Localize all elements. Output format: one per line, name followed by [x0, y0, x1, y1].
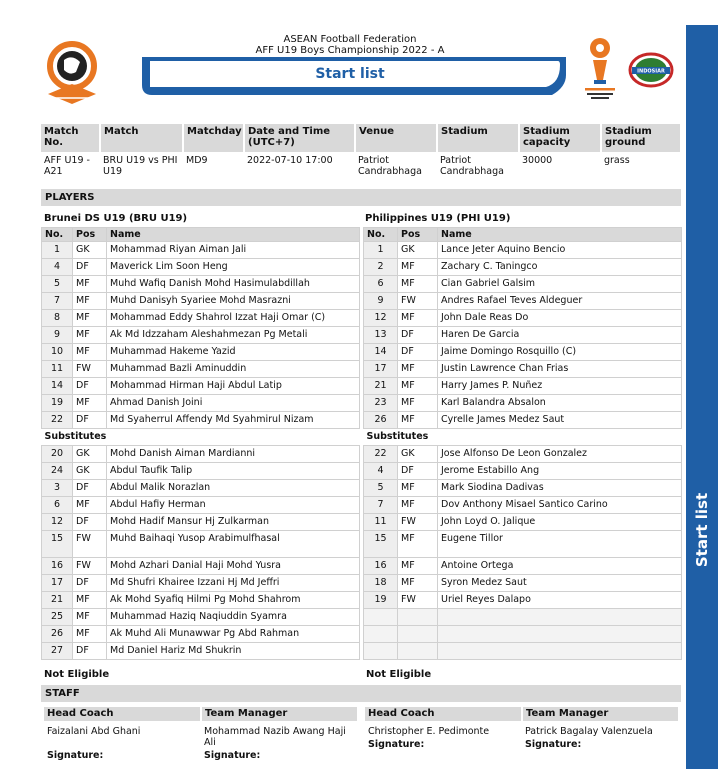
- player-position: MF: [73, 395, 107, 412]
- player-name: John Loyd O. Jalique: [438, 514, 682, 531]
- player-position: DF: [73, 259, 107, 276]
- substitute-row: [364, 531, 682, 558]
- players-section-header: PLAYERS: [41, 189, 681, 206]
- player-number: 6: [364, 276, 398, 293]
- col-match: Match: [100, 124, 183, 152]
- player-position: MF: [73, 310, 107, 327]
- staff-section-header: STAFF: [41, 685, 681, 702]
- player-number: 9: [364, 293, 398, 310]
- substitute-row: [364, 463, 682, 480]
- substitute-row: [42, 514, 360, 531]
- page-title: Start list: [315, 66, 385, 82]
- away-coach-signature: Signature:: [368, 739, 425, 750]
- player-name: Jerome Estabillo Ang: [438, 463, 682, 480]
- player-position: GK: [398, 446, 438, 463]
- player-number: 9: [42, 327, 73, 344]
- player-position: GK: [73, 463, 107, 480]
- player-row: [364, 344, 682, 361]
- player-name: Mohd Azhari Danial Haji Mohd Yusra: [107, 558, 360, 575]
- home-staff-table: [44, 707, 359, 763]
- player-position: FW: [73, 361, 107, 378]
- player-name: Mark Siodina Dadivas: [438, 480, 682, 497]
- player-number: 25: [42, 609, 73, 626]
- substitute-row: [42, 575, 360, 592]
- player-table-header: [364, 228, 682, 242]
- player-number: 14: [364, 344, 398, 361]
- player-number: 2: [364, 259, 398, 276]
- player-name: Md Syaherrul Affendy Md Syahmirul Nizam: [107, 412, 360, 429]
- substitute-row: [42, 609, 360, 626]
- player-name: Uriel Reyes Dalapo: [438, 592, 682, 609]
- substitute-row: [364, 446, 682, 463]
- player-number: 3: [42, 480, 73, 497]
- player-row: [42, 276, 360, 293]
- player-name: Cian Gabriel Galsim: [438, 276, 682, 293]
- player-position: MF: [398, 395, 438, 412]
- player-name: Abdul Hafiy Herman: [107, 497, 360, 514]
- substitute-row: [42, 446, 360, 463]
- player-name: Jaime Domingo Rosquillo (C): [438, 344, 682, 361]
- player-position: FW: [398, 514, 438, 531]
- player-table-header: [42, 228, 360, 242]
- player-row: [364, 259, 682, 276]
- player-row: [364, 242, 682, 259]
- away-head-coach-label: Head Coach: [365, 707, 522, 721]
- indosiar-logo: [628, 52, 674, 88]
- col-venue: Venue: [355, 124, 437, 152]
- player-name: Karl Balandra Absalon: [438, 395, 682, 412]
- svg-text:INDOSIAR: INDOSIAR: [637, 68, 665, 75]
- aff-u19-championship-logo: [583, 36, 617, 102]
- away-staff-table: [365, 707, 680, 752]
- home-head-coach-label: Head Coach: [44, 707, 201, 721]
- player-name: Muhammad Hakeme Yazid: [107, 344, 360, 361]
- player-name: Abdul Malik Norazlan: [107, 480, 360, 497]
- player-position: MF: [73, 344, 107, 361]
- match-no: AFF U19 - A21: [44, 155, 90, 177]
- away-team-name: Philippines U19 (PHI U19): [365, 213, 511, 224]
- player-number: 17: [42, 575, 73, 592]
- substitutes-label-row: [364, 429, 682, 446]
- substitute-row: [364, 480, 682, 497]
- away-not-eligible: Not Eligible: [366, 669, 432, 680]
- player-position: FW: [398, 592, 438, 609]
- player-name: Justin Lawrence Chan Frias: [438, 361, 682, 378]
- player-name: Muhd Wafiq Danish Mohd Hasimulabdillah: [107, 276, 360, 293]
- player-row: [364, 412, 682, 429]
- player-position: MF: [398, 497, 438, 514]
- player-position: [398, 609, 438, 626]
- substitute-row: [364, 626, 682, 643]
- player-number: 22: [42, 412, 73, 429]
- date-time: 2022-07-10 17:00: [247, 155, 333, 166]
- col-stadium-capacity: Stadium capacity: [519, 124, 601, 152]
- home-head-coach: Faizalani Abd Ghani: [47, 726, 141, 737]
- player-position: MF: [398, 531, 438, 558]
- player-number: 21: [42, 592, 73, 609]
- player-number: 13: [364, 327, 398, 344]
- player-name: Muhd Danisyh Syariee Mohd Masrazni: [107, 293, 360, 310]
- home-manager: Mohammad Nazib Awang Haji Ali: [204, 726, 346, 748]
- player-number: 26: [364, 412, 398, 429]
- col-pos: Pos: [73, 228, 107, 242]
- home-team-name: Brunei DS U19 (BRU U19): [44, 213, 188, 224]
- player-number: 1: [42, 242, 73, 259]
- player-row: [364, 378, 682, 395]
- player-position: DF: [73, 514, 107, 531]
- player-number: [364, 609, 398, 626]
- player-number: 10: [42, 344, 73, 361]
- player-position: DF: [398, 344, 438, 361]
- player-position: DF: [73, 412, 107, 429]
- player-position: DF: [73, 643, 107, 660]
- player-number: 4: [42, 259, 73, 276]
- player-name: Haren De Garcia: [438, 327, 682, 344]
- away-manager-label: Team Manager: [522, 707, 679, 721]
- player-number: 23: [364, 395, 398, 412]
- player-row: [364, 276, 682, 293]
- home-manager-label: Team Manager: [201, 707, 358, 721]
- player-position: FW: [73, 558, 107, 575]
- substitute-row: [364, 592, 682, 609]
- col-matchday: Matchday: [183, 124, 244, 152]
- player-position: MF: [398, 412, 438, 429]
- player-name: Maverick Lim Soon Heng: [107, 259, 360, 276]
- player-name: Dov Anthony Misael Santico Carino: [438, 497, 682, 514]
- player-position: FW: [398, 293, 438, 310]
- col-stadium: Stadium: [437, 124, 519, 152]
- player-row: [42, 344, 360, 361]
- player-row: [364, 310, 682, 327]
- away-manager-signature: Signature:: [525, 739, 582, 750]
- substitute-row: [364, 514, 682, 531]
- side-banner: [686, 25, 718, 769]
- player-name: Mohd Danish Aiman Mardianni: [107, 446, 360, 463]
- stadium-ground: grass: [604, 155, 630, 166]
- player-number: 20: [42, 446, 73, 463]
- player-position: MF: [73, 592, 107, 609]
- player-position: GK: [73, 242, 107, 259]
- player-number: 24: [42, 463, 73, 480]
- player-position: [398, 643, 438, 660]
- player-name: Abdul Taufik Talip: [107, 463, 360, 480]
- player-number: [364, 626, 398, 643]
- player-name: John Dale Reas Do: [438, 310, 682, 327]
- substitute-row: [42, 643, 360, 660]
- player-number: 15: [42, 531, 73, 558]
- player-position: MF: [73, 327, 107, 344]
- match-value-row: [41, 152, 681, 182]
- player-position: MF: [73, 497, 107, 514]
- player-position: MF: [73, 626, 107, 643]
- player-name: Mohammad Eddy Shahrol Izzat Haji Omar (C): [107, 310, 360, 327]
- player-name: Ak Muhd Ali Munawwar Pg Abd Rahman: [107, 626, 360, 643]
- away-manager: Patrick Bagalay Valenzuela: [525, 726, 653, 737]
- player-number: 4: [364, 463, 398, 480]
- player-name: Zachary C. Taningco: [438, 259, 682, 276]
- player-name: Antoine Ortega: [438, 558, 682, 575]
- player-number: 11: [42, 361, 73, 378]
- player-name: Muhd Baihaqi Yusop Arabimulfhasal: [107, 531, 360, 558]
- player-number: 7: [364, 497, 398, 514]
- player-number: 16: [364, 558, 398, 575]
- match-info-table: [41, 124, 682, 182]
- player-position: MF: [398, 276, 438, 293]
- player-position: MF: [73, 276, 107, 293]
- substitute-row: [364, 575, 682, 592]
- player-name: Harry James P. Nuñez: [438, 378, 682, 395]
- player-position: MF: [398, 558, 438, 575]
- player-row: [42, 242, 360, 259]
- player-row: [42, 293, 360, 310]
- player-position: FW: [73, 531, 107, 558]
- player-position: MF: [398, 575, 438, 592]
- col-no: No.: [42, 228, 73, 242]
- player-number: 1: [364, 242, 398, 259]
- player-name: Ak Md Idzzaham Aleshahmezan Pg Metali: [107, 327, 360, 344]
- player-name: Syron Medez Saut: [438, 575, 682, 592]
- player-row: [42, 395, 360, 412]
- player-name: Ak Mohd Syafiq Hilmi Pg Mohd Shahrom: [107, 592, 360, 609]
- player-number: 26: [42, 626, 73, 643]
- player-position: DF: [398, 463, 438, 480]
- substitute-row: [364, 497, 682, 514]
- away-player-table: [363, 227, 682, 660]
- match-header-row: [41, 124, 681, 152]
- matchday: MD9: [186, 155, 208, 166]
- player-position: MF: [398, 480, 438, 497]
- col-date-time: Date and Time (UTC+7): [244, 124, 355, 152]
- home-player-table: [41, 227, 360, 660]
- player-position: GK: [398, 242, 438, 259]
- player-row: [364, 361, 682, 378]
- substitutes-label: Substitutes: [42, 429, 360, 446]
- player-number: 27: [42, 643, 73, 660]
- substitutes-label-row: [42, 429, 360, 446]
- player-number: 21: [364, 378, 398, 395]
- player-name: Mohammad Riyan Aiman Jali: [107, 242, 360, 259]
- player-row: [364, 395, 682, 412]
- player-row: [42, 361, 360, 378]
- substitute-row: [42, 497, 360, 514]
- venue: Patriot Candrabhaga: [358, 155, 422, 177]
- player-number: 18: [364, 575, 398, 592]
- col-name: Name: [438, 228, 682, 242]
- player-position: MF: [398, 310, 438, 327]
- player-number: 17: [364, 361, 398, 378]
- player-number: 5: [364, 480, 398, 497]
- player-number: 11: [364, 514, 398, 531]
- player-position: MF: [398, 259, 438, 276]
- substitute-row: [42, 558, 360, 575]
- player-number: 8: [42, 310, 73, 327]
- player-name: Muhammad Haziq Naqiuddin Syamra: [107, 609, 360, 626]
- substitute-row: [364, 558, 682, 575]
- player-name: Mohammad Hirman Haji Abdul Latip: [107, 378, 360, 395]
- player-name: [438, 626, 682, 643]
- org-name: ASEAN Football Federation: [283, 34, 417, 45]
- player-row: [42, 310, 360, 327]
- col-stadium-ground: Stadium ground: [601, 124, 681, 152]
- player-row: [42, 259, 360, 276]
- player-name: [438, 643, 682, 660]
- player-position: DF: [73, 378, 107, 395]
- player-position: GK: [73, 446, 107, 463]
- away-head-coach: Christopher E. Pedimonte: [368, 726, 490, 737]
- competition-name: AFF U19 Boys Championship 2022 - A: [255, 45, 445, 56]
- player-number: [364, 643, 398, 660]
- substitute-row: [364, 609, 682, 626]
- stadium-capacity: 30000: [522, 155, 553, 166]
- substitutes-label: Substitutes: [364, 429, 682, 446]
- player-position: MF: [73, 609, 107, 626]
- player-number: 16: [42, 558, 73, 575]
- player-row: [42, 327, 360, 344]
- player-position: DF: [398, 327, 438, 344]
- player-number: 19: [364, 592, 398, 609]
- player-number: 12: [42, 514, 73, 531]
- side-title: Start list: [693, 492, 711, 568]
- player-name: Andres Rafael Teves Aldeguer: [438, 293, 682, 310]
- col-no: No.: [364, 228, 398, 242]
- player-number: 22: [364, 446, 398, 463]
- player-position: MF: [73, 293, 107, 310]
- home-coach-signature: Signature:: [47, 750, 104, 761]
- player-row: [42, 378, 360, 395]
- player-name: Mohd Hadif Mansur Hj Zulkarman: [107, 514, 360, 531]
- player-number: 6: [42, 497, 73, 514]
- player-name: Eugene Tillor: [438, 531, 682, 558]
- player-number: 12: [364, 310, 398, 327]
- substitute-row: [42, 480, 360, 497]
- substitute-row: [42, 626, 360, 643]
- player-name: Cyrelle James Medez Saut: [438, 412, 682, 429]
- player-number: 14: [42, 378, 73, 395]
- player-name: Muhammad Bazli Aminuddin: [107, 361, 360, 378]
- player-name: Jose Alfonso De Leon Gonzalez: [438, 446, 682, 463]
- player-name: Md Shufri Khairee Izzani Hj Md Jeffri: [107, 575, 360, 592]
- stadium: Patriot Candrabhaga: [440, 155, 504, 177]
- player-name: Lance Jeter Aquino Bencio: [438, 242, 682, 259]
- home-not-eligible: Not Eligible: [44, 669, 110, 680]
- substitute-row: [42, 531, 360, 558]
- player-row: [42, 412, 360, 429]
- player-number: 5: [42, 276, 73, 293]
- player-position: MF: [398, 378, 438, 395]
- col-name: Name: [107, 228, 360, 242]
- player-position: [398, 626, 438, 643]
- player-name: [438, 609, 682, 626]
- col-pos: Pos: [398, 228, 438, 242]
- match-teams: BRU U19 vs PHI U19: [103, 155, 178, 177]
- substitute-row: [364, 643, 682, 660]
- player-row: [364, 293, 682, 310]
- player-position: DF: [73, 575, 107, 592]
- player-name: Md Daniel Hariz Md Shukrin: [107, 643, 360, 660]
- player-position: DF: [73, 480, 107, 497]
- aff-federation-logo: [44, 36, 100, 106]
- header-text: [200, 34, 500, 56]
- substitute-row: [42, 592, 360, 609]
- player-number: 19: [42, 395, 73, 412]
- player-row: [364, 327, 682, 344]
- player-number: 7: [42, 293, 73, 310]
- player-name: Ahmad Danish Joini: [107, 395, 360, 412]
- col-match-no: Match No.: [41, 124, 100, 152]
- home-manager-signature: Signature:: [204, 750, 261, 761]
- substitute-row: [42, 463, 360, 480]
- player-position: MF: [398, 361, 438, 378]
- player-number: 15: [364, 531, 398, 558]
